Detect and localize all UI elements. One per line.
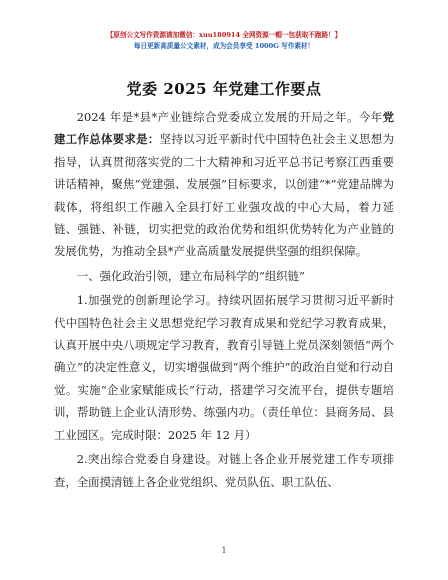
promo-line-2: 每日更新高质量公文素材，成为会员享受 1000G 写作素材！ bbox=[133, 42, 315, 50]
intro-bold-text: 党建工作总体要求是： bbox=[54, 110, 394, 147]
page-number: 1 bbox=[221, 546, 227, 555]
document-body bbox=[54, 106, 394, 495]
document-title: 党委 2025 年党建工作要点 bbox=[126, 80, 322, 98]
intro-text-1: 2024 年是*县*产业链综合党委成立发展的开局之年。今年 bbox=[76, 110, 383, 124]
promo-line-1: 【原创公文写作资源请加微信：xuu180914 全网资源一帽一包获取不跑路！】 bbox=[106, 31, 342, 39]
intro-text-2: 坚持以习近平新时代中国特色社会主义思想为指导，认真贯彻落实党的二十大精神和习近平总书记考察江西重要讲话精神，聚焦“党建强、发展强”目标要求，以创建“*”党建品牌为载体，将组织工作融入全县打好工业强攻战的中心大局，着力延链、强链、补链，切实把党的政治优势和组织优势转化为产业链的发展优势，为推动全县*产业高质量发展提供坚强的组织保障。 bbox=[54, 132, 394, 259]
section-heading-1: 一、强化政治引领，建立布局科学的“组织链” bbox=[76, 268, 305, 283]
paragraph-item-2: 2.突出综合党委自身建设。对链上各企业开展党建工作专项排查，全面摸清链上各企业党组织、党员队伍、职工队伍、 bbox=[54, 452, 394, 489]
promo-banner bbox=[0, 30, 448, 52]
paragraph-intro bbox=[54, 106, 394, 263]
paragraph-item-1: 1.加强党的创新理论学习。持续巩固拓展学习贯彻习近平新时代中国特色社会主义思想党纪学习教育成果和党纪学习教育成果，认真开展中央八项规定学习教育，教育引导链上党员深刻领悟“两个确立”的决定性意义，切实增强做到“两个维护”的政治自觉和行动自觉。实施“企业家赋能成长”行动，搭建学习交流平台，提供专题培训，帮助链上企业认清形势、练强内功。（责任单位：县商务局、县工业园区。完成时限：2025 年 12 月） bbox=[54, 293, 394, 442]
